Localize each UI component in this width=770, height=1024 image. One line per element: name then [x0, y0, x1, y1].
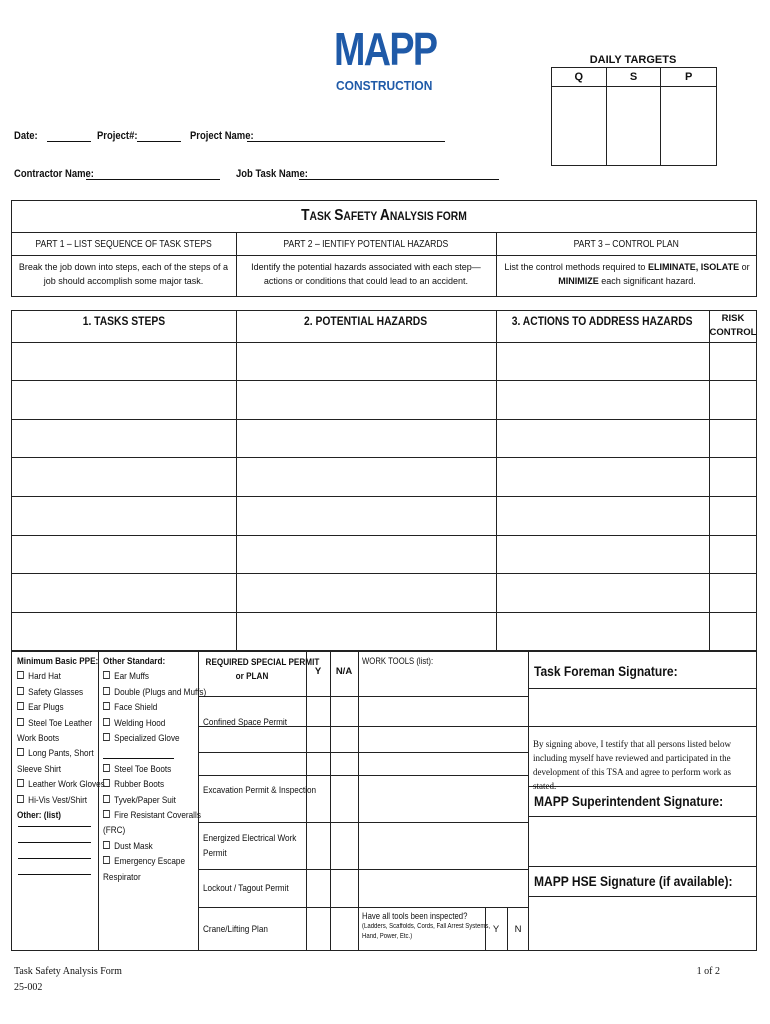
- job-task-name-field[interactable]: [299, 169, 499, 180]
- tools-inspected-question: Have all tools been inspected? (Ladders, Scaffolds, Cords, Fall Arrest Systems, Hand, Power, Etc.): [362, 911, 491, 940]
- footer-page-number: 1 of 2: [696, 966, 720, 977]
- ppe-item: Specialized Glove: [103, 731, 206, 746]
- checkbox-icon[interactable]: [17, 795, 24, 803]
- ppe-item: Fire Resistant Coveralls: [103, 808, 206, 823]
- checkbox-icon[interactable]: [17, 671, 24, 679]
- project-number-label: Project#:: [97, 130, 138, 142]
- other-ppe-line[interactable]: [18, 842, 91, 843]
- permit-confined-space: Confined Space Permit: [203, 717, 288, 728]
- ppe-item: Hi-Vis Vest/Shirt: [17, 793, 105, 808]
- tasks-table: [11, 310, 757, 651]
- daily-targets-label: DAILY TARGETS: [589, 54, 677, 66]
- permit-electrical: Energized Electrical Work Permit: [203, 833, 297, 859]
- project-number-field[interactable]: [137, 131, 181, 142]
- ppe-item: Double (Plugs and Muffs): [103, 685, 206, 700]
- checkbox-icon[interactable]: [103, 856, 110, 864]
- permit-lockout: Lockout / Tagout Permit: [203, 883, 289, 894]
- ppe-item: Ear Muffs: [103, 669, 206, 684]
- other-ppe-line[interactable]: [18, 874, 91, 875]
- footer-form-number: 25-002: [14, 982, 43, 993]
- daily-target-p-cell[interactable]: [661, 87, 716, 165]
- hse-signature-label: MAPP HSE Signature (if available):: [534, 873, 733, 889]
- signature-statement: By signing above, I testify that all persons listed below including myself have reviewed and participated in the development of this TSA and agree to perform work as stated.: [533, 739, 732, 791]
- tools-inspected-no[interactable]: N: [514, 924, 522, 935]
- permit-y-header: Y: [314, 666, 322, 677]
- checkbox-icon[interactable]: [17, 779, 24, 787]
- checkbox-icon[interactable]: [103, 779, 110, 787]
- tasks-steps-header: 1. TASKS STEPS: [82, 314, 165, 328]
- part2-description: Identify the potential hazards associated with each step—actions or conditions that could lead to an accident.: [251, 262, 481, 286]
- contractor-name-label: Contractor Name:: [14, 168, 94, 180]
- ppe-item: Tyvek/Paper Suit: [103, 793, 206, 808]
- part2-title: PART 2 – IENTIFY POTENTIAL HAZARDS: [283, 239, 449, 250]
- ppe-item: Face Shield: [103, 700, 206, 715]
- project-name-field[interactable]: [247, 131, 445, 142]
- checkbox-icon[interactable]: [17, 702, 24, 710]
- checkbox-icon[interactable]: [103, 718, 110, 726]
- part3-description: List the control methods required to ELIMINATE, ISOLATE or MINIMIZE each significant hazard.: [504, 262, 750, 286]
- other-ppe-line[interactable]: [18, 826, 91, 827]
- checkbox-icon[interactable]: [103, 687, 110, 695]
- part1-description: Break the job down into steps, each of the steps of a job should accomplish some major task.: [18, 262, 229, 286]
- ppe-item: Hard Hat: [17, 669, 105, 684]
- permit-excavation: Excavation Permit & Inspection: [203, 785, 317, 796]
- ppe-item: Long Pants, Short: [17, 746, 105, 761]
- ppe-item: Welding Hood: [103, 716, 206, 731]
- part3-title: PART 3 – CONTROL PLAN: [573, 239, 680, 250]
- company-logo: MAPP: [334, 23, 437, 75]
- checkbox-icon[interactable]: [103, 810, 110, 818]
- ppe-item: Steel Toe Boots: [103, 762, 206, 777]
- daily-target-p: P: [661, 68, 716, 87]
- checkbox-icon[interactable]: [103, 841, 110, 849]
- part1-title: PART 1 – LIST SEQUENCE OF TASK STEPS: [35, 239, 212, 250]
- foreman-signature-field[interactable]: [530, 689, 756, 725]
- checkbox-icon[interactable]: [17, 718, 24, 726]
- contractor-name-field[interactable]: [86, 169, 220, 180]
- checkbox-icon[interactable]: [103, 702, 110, 710]
- checkbox-icon[interactable]: [103, 795, 110, 803]
- permit-na-header: N/A: [335, 666, 353, 677]
- special-permit-header: REQUIRED SPECIAL PERMIT or PLAN: [205, 657, 320, 682]
- minimum-ppe-list: Minimum Basic PPE: Hard Hat Safety Glasses Ear Plugs Steel Toe Leather Work Boots Long Pants, Short Sleeve Shirt Leather Work Gloves Hi-Vis Vest/Shirt Other: (list): [17, 656, 105, 822]
- ppe-item: Emergency Escape: [103, 854, 206, 869]
- checkbox-icon[interactable]: [17, 748, 24, 756]
- form-title: TASK SAFETY ANALYSIS FORM: [301, 207, 467, 224]
- tools-inspected-yes[interactable]: Y: [492, 924, 500, 935]
- daily-target-q: Q: [552, 68, 607, 87]
- permit-crane: Crane/Lifting Plan: [203, 924, 268, 935]
- superintendent-signature-label: MAPP Superintendent Signature:: [534, 793, 724, 809]
- potential-hazards-header: 2. POTENTIAL HAZARDS: [304, 314, 428, 328]
- ppe-item: Leather Work Gloves: [17, 777, 105, 792]
- daily-targets-table: [551, 67, 717, 166]
- other-standard-ppe-list: Other Standard: Ear Muffs Double (Plugs and Muffs) Face Shield Welding Hood Specialized Glove Steel Toe Boots Rubber Boots Tyvek/Paper Suit Fire Resistant Coveralls (FRC) Dust Mask Emergency Escape Respirator: [103, 656, 207, 883]
- other-ppe-line[interactable]: [18, 858, 91, 859]
- superintendent-signature-field[interactable]: [530, 817, 756, 865]
- daily-target-s: S: [607, 68, 662, 87]
- footer-form-name: Task Safety Analysis Form: [14, 966, 122, 977]
- daily-target-q-cell[interactable]: [552, 87, 607, 165]
- risk-control-header: RISK CONTROL: [709, 313, 757, 338]
- daily-target-s-cell[interactable]: [607, 87, 662, 165]
- checkbox-icon[interactable]: [103, 764, 110, 772]
- ppe-item: Ear Plugs: [17, 700, 105, 715]
- ppe-item: Dust Mask: [103, 839, 206, 854]
- actions-header: 3. ACTIONS TO ADDRESS HAZARDS: [512, 314, 693, 328]
- checkbox-icon[interactable]: [17, 687, 24, 695]
- foreman-signature-label: Task Foreman Signature:: [534, 663, 678, 679]
- hse-signature-field[interactable]: [530, 897, 756, 950]
- job-task-name-label: Job Task Name:: [236, 168, 308, 180]
- project-name-label: Project Name:: [190, 130, 254, 142]
- company-logo-subtitle: CONSTRUCTION: [336, 78, 433, 93]
- date-label: Date:: [14, 130, 38, 142]
- ppe-item: Steel Toe Leather: [17, 716, 105, 731]
- ppe-item: Rubber Boots: [103, 777, 206, 792]
- work-tools-label: WORK TOOLS (list):: [362, 656, 434, 666]
- ppe-item: Safety Glasses: [17, 685, 105, 700]
- other-standard-line[interactable]: [103, 758, 174, 759]
- checkbox-icon[interactable]: [103, 733, 110, 741]
- date-field[interactable]: [47, 131, 91, 142]
- checkbox-icon[interactable]: [103, 671, 110, 679]
